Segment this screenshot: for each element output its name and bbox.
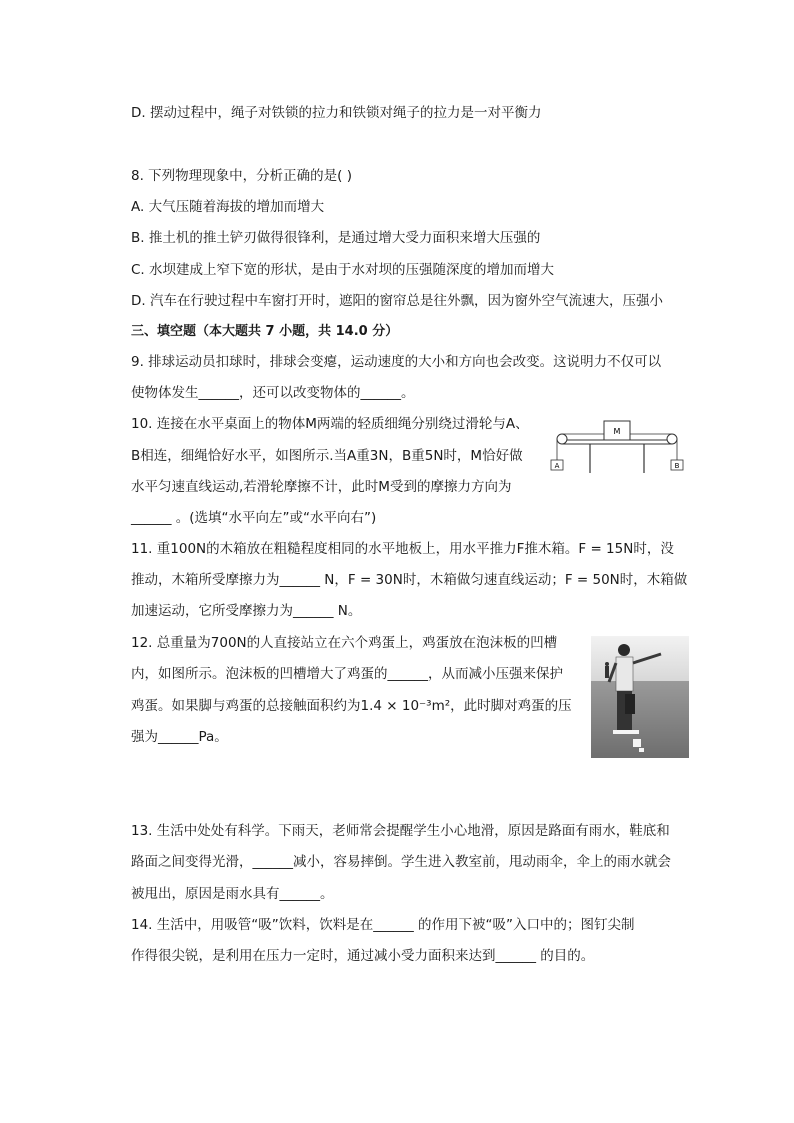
- q12-line4: 强为______Pa。: [131, 729, 228, 745]
- q8-option-a: A. 大气压随着海拔的增加而增大: [131, 199, 325, 215]
- q8-option-c: C. 水坝建成上窄下宽的形状，是由于水对坝的压强随深度的增加而增大: [131, 262, 555, 278]
- q12-line1: 12. 总重量为700N的人直接站立在六个鸡蛋上，鸡蛋放在泡沫板的凹槽: [131, 635, 558, 651]
- q8-option-b: B. 推土机的推土铲刃做得很锋利，是通过增大受力面积来增大压强的: [131, 230, 541, 246]
- q12-line3: 鸡蛋。如果脚与鸡蛋的总接触面积约为1.4 × 10⁻³m²，此时脚对鸡蛋的压: [131, 698, 572, 714]
- q11-line2: 推动，木箱所受摩擦力为______ N，F = 30N时，木箱做匀速直线运动；F = 50N时，木箱做: [131, 572, 688, 588]
- weight-a-label: A: [554, 462, 560, 470]
- q13-line1: 13. 生活中处处有科学。下雨天，老师常会提醒学生小心地滑，原因是路面有雨水，鞋底和: [131, 823, 670, 839]
- q7-option-d: D. 摆动过程中，绳子对铁锁的拉力和铁锁对绳子的拉力是一对平衡力: [131, 105, 542, 121]
- q10-line2: B相连，细绳恰好水平，如图所示.当A重3N，B重5N时，M恰好做: [131, 448, 523, 464]
- q14-line1: 14. 生活中，用吸管“吸”饮料，饮料是在______ 的作用下被“吸”入口中的；图钉尖制: [131, 917, 635, 933]
- q10-line1: 10. 连接在水平桌面上的物体M两端的轻质细绳分别绕过滑轮与A、: [131, 416, 529, 432]
- weight-b-label: B: [674, 462, 680, 470]
- q10-line4: ______ 。(选填“水平向左”或“水平向右”): [131, 510, 377, 526]
- table-top: [562, 440, 672, 444]
- q9-line1: 9. 排球运动员扣球时，排球会变瘪，运动速度的大小和方向也会改变。这说明力不仅可以: [131, 354, 662, 370]
- q8-stem: 8. 下列物理现象中，分析正确的是( ): [131, 168, 352, 184]
- q9-line2: 使物体发生______，还可以改变物体的______。: [131, 385, 415, 401]
- q10-line3: 水平匀速直线运动,若滑轮摩擦不计，此时M受到的摩擦力方向为: [131, 479, 512, 495]
- person-on-eggs-photo: [591, 636, 689, 758]
- q14-line2: 作得很尖锐，是利用在压力一定时，通过减小受力面积来达到______ 的目的。: [131, 948, 595, 964]
- pulley-right: [667, 434, 677, 444]
- q13-line3: 被甩出，原因是雨水具有______。: [131, 886, 334, 902]
- section-title: 三、填空题（本大题共 7 小题，共 14.0 分）: [131, 324, 399, 339]
- q8-option-d: D. 汽车在行驶过程中车窗打开时，遮阳的窗帘总是往外飘，因为窗外空气流速大，压强小: [131, 293, 663, 309]
- q12-line2: 内，如图所示。泡沫板的凹槽增大了鸡蛋的______，从而减小压强来保护: [131, 666, 563, 682]
- q13-line2: 路面之间变得光滑，______减小，容易摔倒。学生进入教室前，甩动雨伞，伞上的雨水就会: [131, 854, 671, 870]
- q11-line3: 加速运动，它所受摩擦力为______ N。: [131, 603, 362, 619]
- q11-line1: 11. 重100N的木箱放在粗糙程度相同的水平地板上，用水平推力F推木箱。F = 15N时，没: [131, 541, 674, 557]
- pulley-figure: [538, 413, 690, 475]
- pulley-left: [557, 434, 567, 444]
- block-m-label: M: [613, 427, 621, 436]
